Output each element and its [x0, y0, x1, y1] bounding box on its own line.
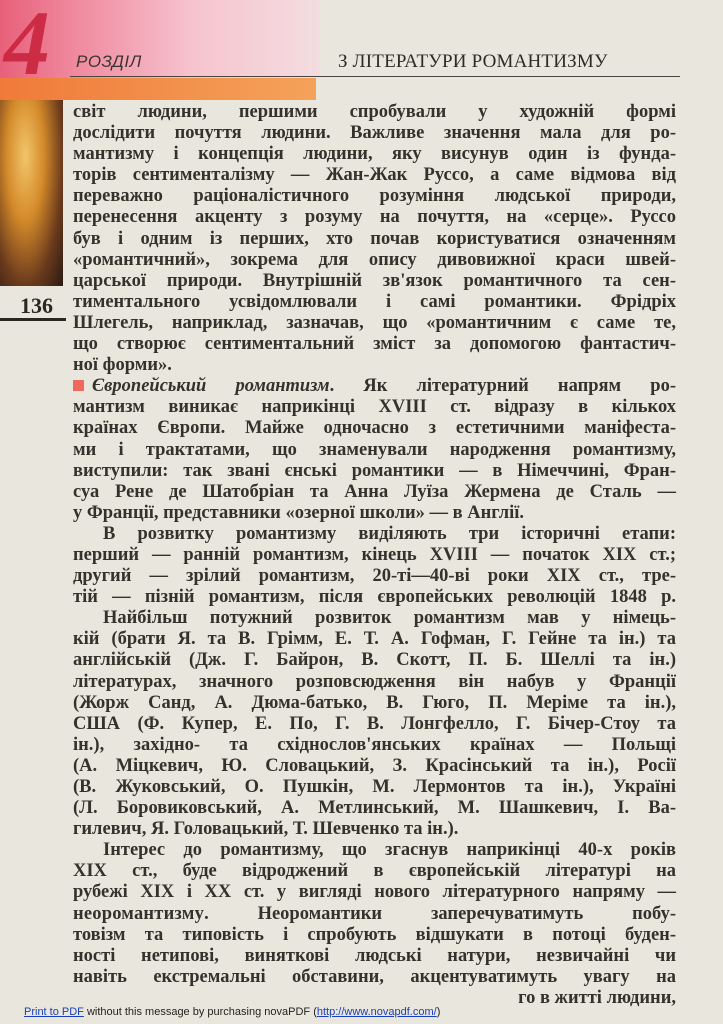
text-line: [73, 904, 676, 925]
text-run: суа Рене де Шатобріан та Анна Луїза Жермена де Сталь —: [73, 481, 676, 502]
text-run: перенесення акценту з розуму на почуття, на «серце». Руссо: [73, 207, 676, 228]
text-line: [73, 102, 676, 123]
text-line: [73, 313, 676, 334]
text-run: го в житті людини,: [518, 987, 676, 1008]
text-run: ності нетипові, виняткові людські натури, незвичайні чи: [73, 945, 676, 966]
text-line: [73, 693, 676, 714]
text-run: . Неоромантики заперечуватимуть побу-: [204, 903, 676, 924]
text-line: [73, 503, 676, 524]
text-line: [73, 925, 676, 946]
running-title: З ЛІТЕРАТУРИ РОМАНТИЗМУ: [338, 51, 608, 72]
text-line: [73, 946, 676, 967]
text-line: [73, 271, 676, 292]
text-line: [73, 967, 676, 988]
text-run: був і одним із перших, хто почав користуватися означенням: [73, 228, 676, 249]
text-run: англійській (Дж. Г. Байрон, В. Скотт, П. Б. Шеллі та ін.): [73, 650, 676, 671]
text-run: переважно раціоналістичного розуміння людської природи,: [73, 186, 676, 207]
text-run: ін.), західно- та східнослов'янських країнах — Польщі: [73, 734, 676, 755]
text-run: (В. Жуковський, О. Пушкін, М. Лермонтов та ін.), Україні: [73, 777, 676, 797]
header-rule: [70, 76, 680, 77]
text-run: перший — ранній романтизм, кінець XVIII — початок XIX ст.;: [73, 544, 676, 565]
text-line: [73, 144, 676, 165]
text-run: . Як літературний напрям ро-: [329, 376, 676, 397]
sculpture-photo: [0, 100, 63, 286]
text-run: торів сентименталізму — Жан-Жак Руссо, а саме відмова від: [73, 165, 676, 186]
text-line: [73, 777, 676, 798]
footer-text: without this message by purchasing novaPDF (: [83, 1006, 317, 1018]
text-line: [73, 650, 676, 671]
text-line: [73, 566, 676, 587]
text-run: тиментального усвідомлювали і самі романтики. Фрідріх: [73, 291, 676, 312]
chapter-label: РОЗДІЛ: [76, 52, 142, 71]
text-line: [73, 123, 676, 144]
text-line: [73, 292, 676, 313]
text-line: [73, 165, 676, 186]
text-line: [73, 545, 676, 566]
text-run: навіть екстремальні обставини, акцентуватимуть увагу на: [73, 966, 676, 987]
text-run: XIX ст., буде відроджений в європейській літературі на: [73, 861, 676, 882]
text-line: [73, 397, 676, 418]
text-run: Шлегель, наприклад, зазначав, що «романтичним є саме те,: [73, 312, 676, 333]
footer-end: ): [436, 1006, 441, 1018]
text-run: Інтерес до романтизму, що згаснув наприкінці 40-х років: [103, 840, 676, 861]
text-run: В розвитку романтизму виділяють три історичні етапи:: [103, 523, 676, 544]
text-line: [73, 735, 676, 756]
text-line: [73, 629, 676, 650]
text-run: світ людини, першими спробували у художній формі: [73, 102, 676, 122]
text-line: [73, 461, 676, 482]
text-line: [73, 207, 676, 228]
text-line: [73, 229, 676, 250]
section-bullet-icon: [73, 380, 84, 391]
text-line: [73, 608, 676, 629]
text-run: Найбільш потужний розвиток романтизм мав у німець-: [103, 608, 676, 629]
text-run: виступили: так звані єнські романтики — в Німеччині, Фран-: [73, 460, 676, 481]
text-run: кій (брати Я. та В. Грімм, Е. Т. А. Гофман, Г. Гейне та ін.) та: [73, 629, 676, 650]
chapter-number: 4: [4, 0, 50, 94]
text-line: [73, 882, 676, 903]
text-run: другий — зрілий романтизм, 20-ті—40-ві роки XIX ст., тре-: [73, 566, 676, 587]
text-run: (Жорж Санд, А. Дюма-батько, В. Гюго, П. Меріме та ін.),: [73, 692, 676, 713]
text-run: мантизм виникає наприкінці XVIII ст. відразу в кількох: [73, 397, 676, 418]
body-text: [73, 102, 676, 1009]
print-to-pdf-link[interactable]: Print to PDF: [24, 1006, 84, 1018]
section-heading: Європейський романтизм: [92, 376, 330, 397]
term-emphasis: неоромантизму: [73, 903, 205, 924]
text-run: мантизму і концепція людини, яку висунув один із фунда-: [73, 144, 676, 165]
text-line: [73, 672, 676, 693]
text-run: що створює сентиментальний зміст за допомогою фантастич-: [73, 334, 676, 355]
text-line: [73, 587, 676, 608]
text-run: товізм та типовість і спробують відшукати в потоці буден-: [73, 924, 676, 945]
page-number: 136: [20, 293, 53, 318]
text-line: [73, 840, 676, 861]
text-line: [73, 798, 676, 819]
page-number-rule: [0, 318, 66, 321]
text-line: [73, 819, 676, 840]
text-run: рубежі XIX і XX ст. у вигляді нового літературного напряму —: [73, 882, 676, 903]
text-run: у Франції, представники «озерної школи» — в Англії.: [73, 502, 525, 523]
pdf-footer: [24, 1006, 440, 1018]
text-line: [73, 334, 676, 355]
text-line: [73, 376, 676, 397]
text-line: [73, 861, 676, 882]
text-line: [73, 440, 676, 461]
text-run: країнах Європи. Майже одночасно з естетичними маніфеста-: [73, 418, 676, 439]
text-line: [73, 418, 676, 439]
text-run: (Л. Боровиковський, А. Метлинський, М. Шашкевич, І. Ва-: [73, 798, 676, 819]
text-run: літературах, значного розповсюдження він набув у Франції: [73, 671, 676, 692]
text-line: [73, 714, 676, 735]
text-run: гилевич, Я. Головацький, Т. Шевченко та ін.).: [73, 819, 459, 840]
text-line: [73, 355, 676, 376]
novapdf-link[interactable]: http://www.novapdf.com/: [316, 1006, 437, 1018]
text-run: царської природи. Внутрішній зв'язок романтичного та сен-: [73, 270, 676, 291]
text-run: дослідити почуття людини. Важливе значення мала для ро-: [73, 123, 676, 144]
text-run: (А. Міцкевич, Ю. Словацький, З. Красінський та ін.), Росії: [73, 755, 676, 776]
text-line: [73, 186, 676, 207]
text-run: «романтичний», зокрема для опису дивовижної краси швей-: [73, 249, 676, 270]
text-line: [73, 482, 676, 503]
text-run: ми і трактатами, що знаменували народження романтизму,: [73, 439, 676, 460]
text-line: [73, 250, 676, 271]
text-line: [73, 756, 676, 777]
text-run: США (Ф. Купер, Е. По, Г. В. Лонгфелло, Г. Бічер-Стоу та: [73, 713, 676, 734]
text-line: [73, 524, 676, 545]
text-run: тій — пізній романтизм, після європейських революцій 1848 р.: [73, 587, 676, 608]
text-run: ної форми».: [73, 355, 172, 376]
